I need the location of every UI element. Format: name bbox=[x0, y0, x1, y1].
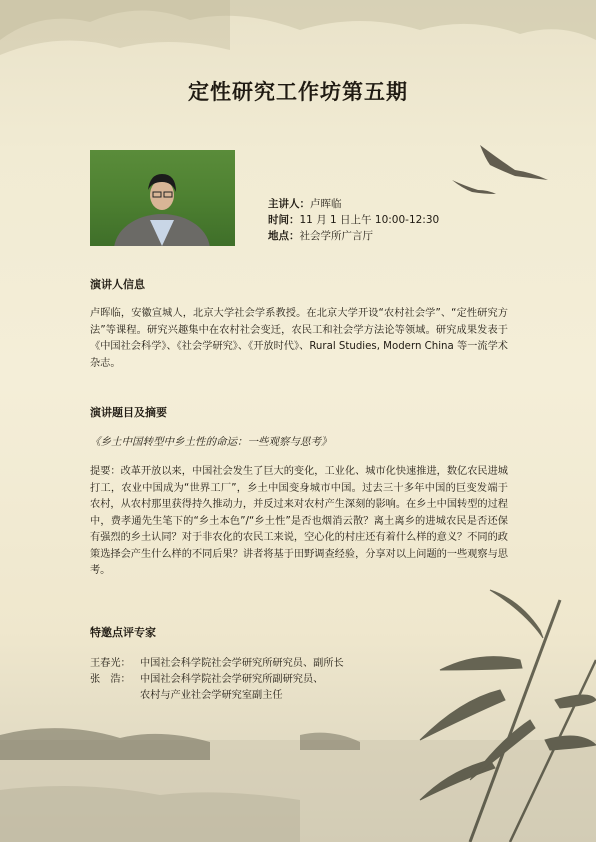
expert-1-name: 王春光： bbox=[90, 658, 131, 669]
speaker-photo bbox=[90, 150, 235, 246]
speaker-label: 主讲人： bbox=[268, 198, 310, 210]
speaker-line bbox=[268, 196, 439, 212]
time-value: 11 月 1 日上午 10:00-12:30 bbox=[299, 214, 440, 226]
speaker-info-text: 卢晖临，安徽宣城人，北京大学社会学系教授。在北京大学开设“农村社会学”、“定性研究方法”等课程。研究兴趣集中在农村社会变迁，农民工和社会学方法论等领域。研究成果发表于《中国社会科学》、《社会学研究》、《开放时代》、Rural Studies, Modern China 等一流学术杂志。 bbox=[90, 308, 508, 369]
expert-2-name: 张 浩： bbox=[90, 674, 131, 685]
bamboo-branch-icon bbox=[420, 590, 596, 842]
time-line bbox=[268, 212, 439, 228]
place-line bbox=[268, 228, 439, 244]
place-label: 地点： bbox=[268, 230, 300, 242]
speaker-value: 卢晖临 bbox=[310, 198, 342, 210]
talk-title: 《乡土中国转型中乡土性的命运：一些观察与思考》 bbox=[90, 436, 332, 448]
talk-abstract: 提要：改革开放以来，中国社会发生了巨大的变化，工业化、城市化快速推进，数亿农民进城打工，农业中国成为“世界工厂”，乡土中国变身城市中国。过去三十多年中国的巨变发端于农村，从农村那里获得持久推动力，并反过来对农村产生深刻的影响。在乡土中国转型的过程中，费孝通先生笔下的“乡土本色”/“乡土性”是否也烟消云散？离土离乡的进城农民是否还保有强烈的乡土认同？对于非农化的农民工来说，空心化的村庄还有着什么样的意义？不同的政策选择会产生什么样的不同后果？讲者将基于田野调查经验，分享对以上问题的一些观察与思考。 bbox=[90, 466, 508, 576]
speaker-info-heading: 演讲人信息 bbox=[90, 278, 145, 291]
flying-crane-icon bbox=[452, 145, 548, 194]
experts-heading: 特邀点评专家 bbox=[90, 626, 156, 639]
expert-1-title: 中国社会科学院社会学研究所研究员、副所长 bbox=[140, 658, 344, 669]
talk-heading: 演讲题目及摘要 bbox=[90, 406, 167, 419]
page-title: 定性研究工作坊第五期 bbox=[188, 79, 408, 104]
expert-2-title: 中国社会科学院社会学研究所副研究员、 bbox=[140, 674, 324, 685]
place-value: 社会学所广言厅 bbox=[299, 230, 373, 242]
event-info bbox=[268, 196, 439, 244]
time-label: 时间： bbox=[268, 214, 300, 226]
mountain-landscape-icon bbox=[0, 0, 596, 40]
expert-2-title-cont: 农村与产业社会学研究室副主任 bbox=[140, 690, 283, 701]
